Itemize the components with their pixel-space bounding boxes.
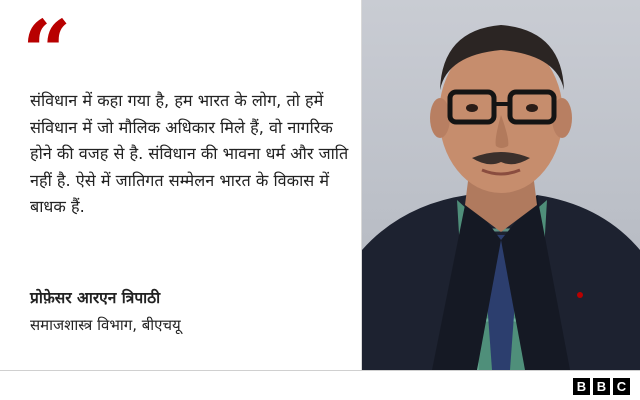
quote-text: संविधान में कहा गया है, हम भारत के लोग, तो हमें संविधान में जो मौलिक अधिकार मिले हैं, वो नागरिक होने की वजह से है. संविधान की भावना धर्म और जाति नहीं है. ऐसे में जातिगत सम्मेलन भारत के विकास में बाधक हैं. xyxy=(30,91,349,216)
bbc-logo-letter: B xyxy=(573,378,590,395)
speaker-photo xyxy=(362,0,640,370)
bbc-logo-letter: B xyxy=(593,378,610,395)
quote-mark-icon: “ xyxy=(22,2,72,103)
speaker-name: प्रोफ़ेसर आरएन त्रिपाठी xyxy=(30,289,161,307)
bbc-logo xyxy=(573,378,630,395)
bbc-logo-letter: C xyxy=(613,378,630,395)
speaker-title: समाजशास्त्र विभाग, बीएचयू xyxy=(30,316,181,334)
speaker-portrait-illustration xyxy=(362,0,640,370)
bottom-bar xyxy=(0,370,640,400)
